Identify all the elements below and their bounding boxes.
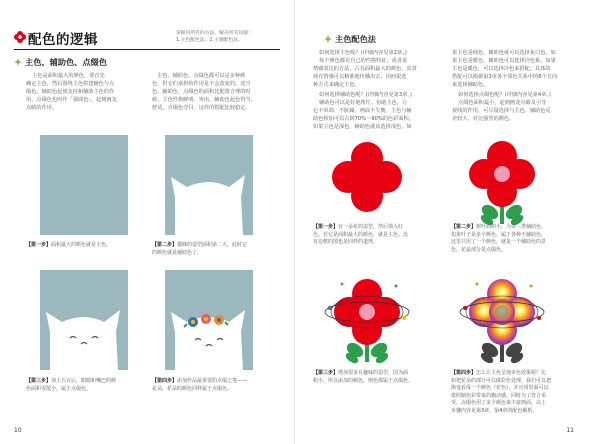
- leaf-icon: [14, 58, 22, 66]
- page-number: 10: [14, 427, 22, 434]
- section-title: 主色、辅助色、点缀色: [25, 57, 107, 67]
- caption-step-3: 【第三步】加上五官后，眼睛和嘴巴的颜 色面积零散小，属于点缀色。: [26, 378, 117, 392]
- leaf-icon: [324, 35, 332, 43]
- card-step-3: [40, 270, 128, 370]
- caption-step-4: 【第四步】怎么让主色呈现多色效果呢？比 如把花朵的部分可以做彩色处理，我们可以把 渐变看成一个颜色（花色），并且用里面可以 依照制色彩带来的飘动感，同时为了符合采 受，点缀色用了多个颜色来丰富画面，以上 步骤内容见第3章，第4章的配色解析。: [451, 370, 552, 414]
- flower-step-2: [457, 140, 547, 230]
- card-step-4: [165, 270, 253, 370]
- cat-with-face: [40, 270, 128, 370]
- cat-with-flowers: [165, 270, 253, 370]
- flower-step-4: [457, 272, 547, 367]
- left-page: 配色的逻辑 掌握用所有的方法，解决所有问题： 1.主色配色法；2.主调配色法。 主色、辅助色、点缀色 主色是面积最大的颜色，要首先 确定主色，然后围绕主色搭建辅色与点 缀色。辅助色起到支持和辅助主色的作 用，点缀色也叫作「强调色」，起到画龙 点睛的作用。 主色、辅助色、点缀色都可以是多种颜 色，但它们承担的作用是不会改变的。适当 色、辅助色、点缀色的面积比配置合理的时 候，主色性格鲜明、突出，辅助色起色得当、 舒适，点缀色夺目，这样的搭配比较稳定。 【第一步】面积最大的颜色就是主色。 【第二步】猫咪的造型面积第二大，此时它 的颜色就是辅助色了。 【第三步】加上五官后，眼睛和嘴巴的颜 色面积零散小，属于点缀色。 【第四步】添加作品最重要的点缀之笔—— 花朵，花朵的颜色同样属于点缀色。 10: [0, 0, 295, 444]
- right-page: 主色配色法 如何选择主色呢？(详细内容见第2章。) 每个颜色都有自己的性格特征，或者说 情感表达的方法。占有面积最大的颜色，其赏 现在情感可以精准地传播出去，因而很选 种方式来确定主色。 如何选择辅助色呢？(详细内容见第3章。) 辅助色可以是好地帮忙、协助主色，让 它不单调、不脏躁，画面不失衡。主色与辅 助色相加可以占到70%～90%的色彩面积。 如果主色是深色，辅助色就该选择浅色。如 果主色是纯色，辅助色就可以选择灰白色。如 果主色是暖色，辅助色可以选择冷色系，如果 主色是暖色，可以选择冷色来搭配。具体的 搭配可以根据第3章各个邻色关系中的6个方向 来选择辅助色。 如何选择点缀色呢？(详细内容见第4章。) 点缀色面积最小，起到画龙点睛及引导 视线的作用，可尽量选择与主色、辅助色反 差较大、对比强烈的颜色。 【第一步】有一朵花的造型，然后填入红 色。若它是面积最大的颜色，就是主色。没 有边框的图也是同样的道理。 【第二步】树叶面积小，为第三类辅助色。 如果叶子是多个颜色，属于各种不辅助色， 这里只用了一个颜色，就是一个辅助色的景 色，花蕊部分是点缀色。 【第三步】增加很多有趣味的造型，因为面 积小，所以添加的颜色，则色都属于点缀色。 【第四步】怎么让主色呈现多色效果呢？比 如把花朵的部分可以做彩色处理，我们可以把 渐变看成一个颜色（花色），并且用里面可以 依照制色彩带来的飘动感，同时为了符合采 受，点缀色用了多个颜色来丰富画面，以上 步骤内容见第3章，第4章的配色解析。 11: [295, 0, 590, 444]
- flower-step-1: [322, 140, 412, 215]
- caption-step-1: 【第一步】面积最大的颜色就是主色。: [26, 242, 112, 248]
- caption-step-4: 【第四步】添加作品最重要的点缀之笔—— 花朵，花朵的颜色同样属于点缀色。: [152, 378, 248, 392]
- flower-step-3: [322, 272, 412, 367]
- title-note: 掌握用所有的方法，解决所有问题： 1.主色配色法；2.主调配色法。: [176, 31, 253, 43]
- caption-step-2: 【第二步】猫咪的造型面积第二大，此时它 的颜色就是辅助色了。: [152, 242, 248, 256]
- cat-silhouette: [165, 135, 253, 235]
- page-number: 11: [566, 427, 574, 434]
- flower-badge-icon: [14, 31, 26, 43]
- title-rule: [14, 49, 280, 50]
- section-title: 主色配色法: [335, 34, 376, 44]
- page-title: 配色的逻辑: [28, 32, 98, 48]
- card-step-1: [40, 135, 128, 235]
- card-step-2: [165, 135, 253, 235]
- caption-step-2: 【第二步】树叶面积小，为第三类辅助色。 如果叶子是多个颜色，属于各种不辅助色， 这里只用了一个颜色，就是一个辅助色的景 色，花蕊部分是点缀色。: [451, 224, 547, 253]
- caption-step-1: 【第一步】有一朵花的造型，然后填入红 色。若它是面积最大的颜色，就是主色。没 有边框的图也是同样的道理。: [313, 224, 409, 245]
- caption-step-3: 【第三步】增加很多有趣味的造型，因为面 积小，所以添加的颜色，则色都属于点缀色。: [313, 370, 414, 384]
